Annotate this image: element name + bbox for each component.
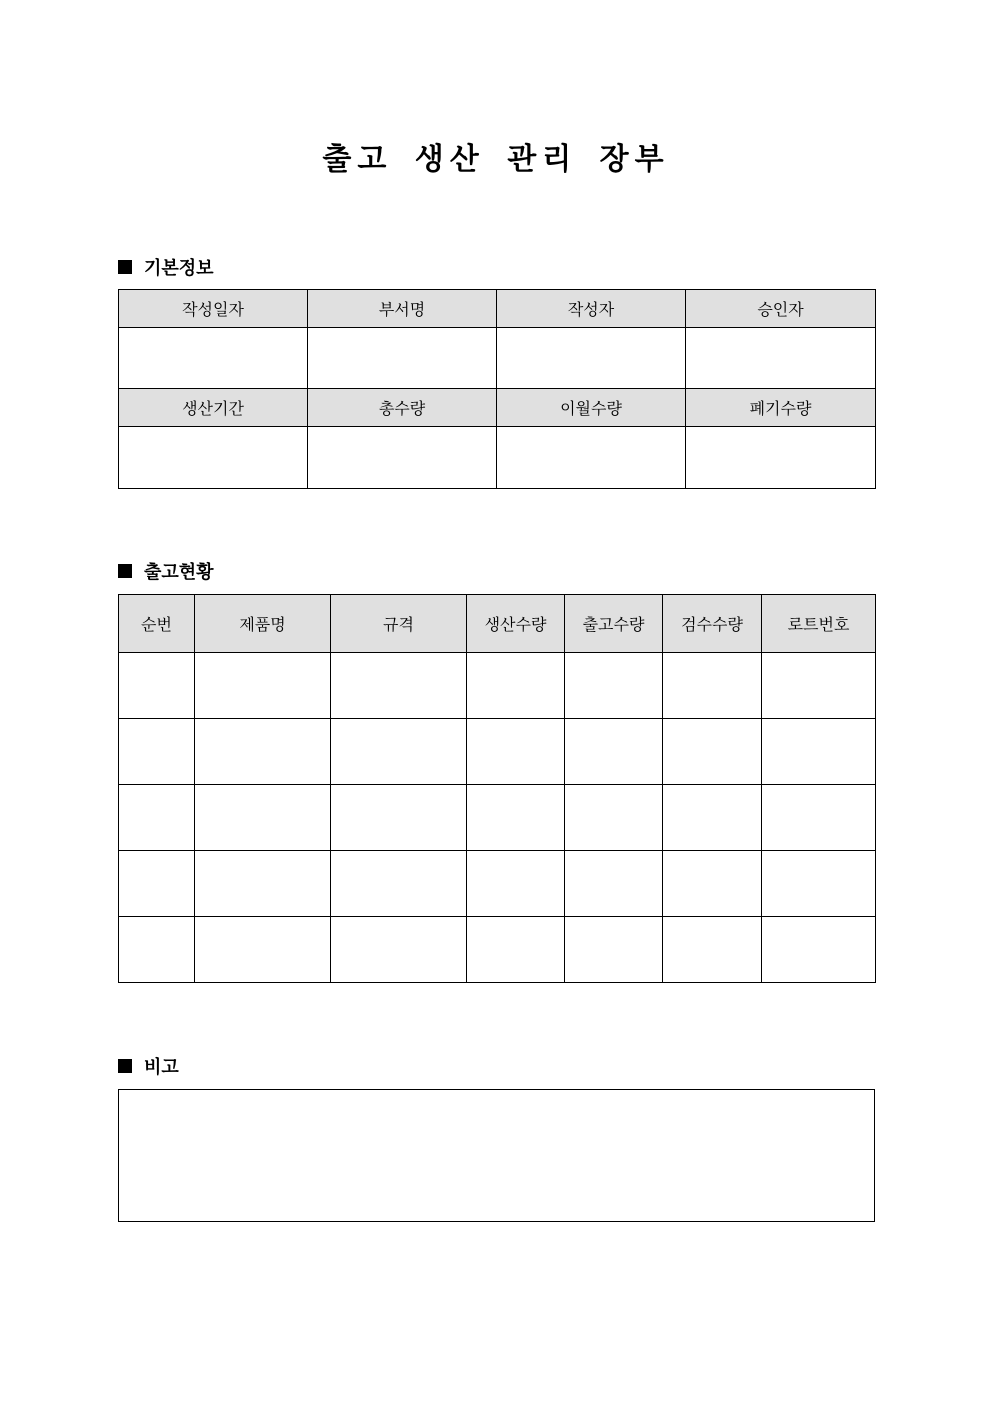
table-cell[interactable] (331, 785, 467, 851)
table-cell[interactable] (663, 785, 762, 851)
table-cell[interactable] (195, 719, 331, 785)
table-cell[interactable] (663, 917, 762, 983)
table-cell[interactable] (467, 719, 565, 785)
table-cell[interactable] (663, 851, 762, 917)
table-cell[interactable] (762, 785, 876, 851)
column-header-spec: 규격 (331, 595, 467, 653)
table-cell[interactable] (663, 719, 762, 785)
page-title: 출고 생산 관리 장부 (322, 142, 670, 177)
square-bullet-icon (118, 564, 132, 578)
table-cell[interactable] (119, 785, 195, 851)
section-title-label: 출고현황 (144, 562, 214, 583)
value-cell-disposal-quantity[interactable] (686, 427, 876, 489)
table-cell[interactable] (119, 719, 195, 785)
table-cell[interactable] (467, 917, 565, 983)
table-cell[interactable] (762, 719, 876, 785)
column-header-inspection-qty: 검수수량 (663, 595, 762, 653)
table-row (119, 653, 876, 719)
value-cell-date[interactable] (119, 328, 308, 389)
table-cell[interactable] (565, 917, 663, 983)
table-row (119, 719, 876, 785)
value-cell-production-period[interactable] (119, 427, 308, 489)
value-cell-carryover-quantity[interactable] (497, 427, 686, 489)
table-cell[interactable] (195, 851, 331, 917)
header-cell-date: 작성일자 (119, 290, 308, 328)
header-cell-production-period: 생산기간 (119, 389, 308, 427)
table-cell[interactable] (663, 653, 762, 719)
table-cell[interactable] (331, 719, 467, 785)
table-cell[interactable] (195, 917, 331, 983)
table-cell[interactable] (762, 653, 876, 719)
column-header-production-qty: 생산수량 (467, 595, 565, 653)
column-header-shipment-qty: 출고수량 (565, 595, 663, 653)
basic-info-header-row (119, 389, 876, 427)
table-cell[interactable] (762, 851, 876, 917)
column-header-product-name: 제품명 (195, 595, 331, 653)
section-title-label: 기본정보 (144, 258, 214, 279)
value-cell-department[interactable] (308, 328, 497, 389)
value-cell-author[interactable] (497, 328, 686, 389)
table-cell[interactable] (331, 653, 467, 719)
table-cell[interactable] (195, 785, 331, 851)
basic-info-table (118, 289, 876, 489)
header-cell-department: 부서명 (308, 290, 497, 328)
table-cell[interactable] (195, 653, 331, 719)
remarks-box[interactable] (118, 1089, 875, 1222)
table-cell[interactable] (467, 851, 565, 917)
table-cell[interactable] (331, 851, 467, 917)
table-cell[interactable] (565, 653, 663, 719)
table-cell[interactable] (467, 653, 565, 719)
header-cell-total-quantity: 총수량 (308, 389, 497, 427)
table-row (119, 785, 876, 851)
shipment-status-header-row (119, 595, 876, 653)
table-cell[interactable] (119, 851, 195, 917)
table-cell[interactable] (565, 851, 663, 917)
value-cell-approver[interactable] (686, 328, 876, 389)
section-title-shipment-status (118, 558, 214, 584)
table-cell[interactable] (467, 785, 565, 851)
basic-info-value-row (119, 328, 876, 389)
table-cell[interactable] (119, 653, 195, 719)
basic-info-value-row (119, 427, 876, 489)
table-cell[interactable] (762, 917, 876, 983)
shipment-status-table (118, 594, 876, 983)
table-cell[interactable] (565, 785, 663, 851)
column-header-no: 순번 (119, 595, 195, 653)
table-row (119, 917, 876, 983)
header-cell-disposal-quantity: 폐기수량 (686, 389, 876, 427)
section-title-basic-info (118, 254, 214, 280)
section-title-label: 비고 (144, 1057, 179, 1078)
value-cell-total-quantity[interactable] (308, 427, 497, 489)
header-cell-author: 작성자 (497, 290, 686, 328)
header-cell-carryover-quantity: 이월수량 (497, 389, 686, 427)
section-title-remarks (118, 1053, 179, 1079)
square-bullet-icon (118, 1059, 132, 1073)
basic-info-header-row (119, 290, 876, 328)
square-bullet-icon (118, 260, 132, 274)
column-header-lot-number: 로트번호 (762, 595, 876, 653)
table-row (119, 851, 876, 917)
table-cell[interactable] (331, 917, 467, 983)
table-cell[interactable] (565, 719, 663, 785)
header-cell-approver: 승인자 (686, 290, 876, 328)
table-cell[interactable] (119, 917, 195, 983)
